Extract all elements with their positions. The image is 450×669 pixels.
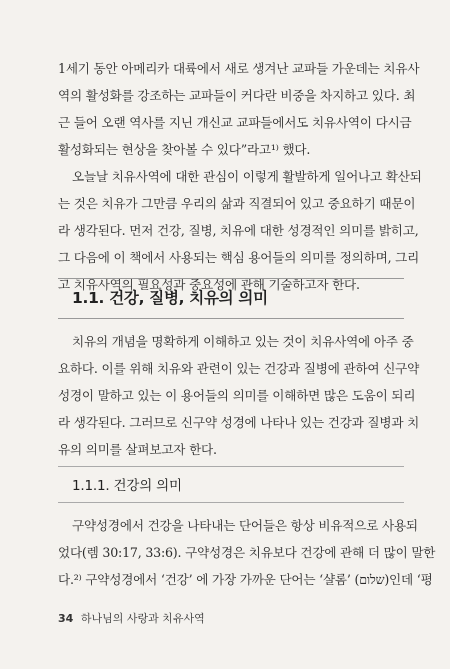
- text-line: 구약성경에서 건강을 나타내는 단어들은 항상 비유적으로 사용되: [72, 518, 418, 533]
- text-line: 치유의 개념을 명확하게 이해하고 있는 것이 치유사역에 아주 중: [72, 334, 414, 349]
- subsection-heading-top-rule: [58, 466, 404, 467]
- section-heading-top-rule: [58, 278, 404, 279]
- text-line: 성경이 말하고 있는 이 용어들의 의미를 이해하면 많은 도움이 되리: [58, 388, 416, 403]
- text-line: 오늘날 치유사역에 대한 관심이 이렇게 활발하게 일어나고 확산되: [72, 169, 422, 184]
- text-line: 1세기 동안 아메리카 대륙에서 새로 생겨난 교파들 가운데는 치유사: [58, 61, 420, 76]
- text-line: 역의 활성화를 강조하는 교파들이 커다란 비중을 차지하고 있다. 최: [58, 88, 416, 103]
- text-line: 라 생각된다. 먼저 건강, 질병, 치유에 대한 성경적인 의미를 밝히고,: [58, 223, 419, 238]
- text-line: 요하다. 이를 위해 치유와 관련이 있는 건강과 질병에 관하여 신구약: [58, 361, 420, 376]
- text-line: 그 다음에 이 책에서 사용되는 핵심 용어들의 의미를 정의하며, 그리: [58, 250, 420, 265]
- section-heading-bottom-rule: [58, 318, 404, 319]
- running-title: 하나님의 사랑과 치유사역: [80, 612, 205, 625]
- text-line: 는 것은 치유가 그만큼 우리의 삶과 직결되어 있고 중요하기 때문이: [58, 196, 416, 211]
- paragraph-continuation: [58, 55, 420, 163]
- page-number: 34: [58, 612, 74, 625]
- paragraph-subsection-body: [58, 512, 436, 593]
- text-line: 활성화되는 현상을 찾아볼 수 있다”라고¹⁾ 했다.: [58, 142, 311, 157]
- paragraph-section-body: [58, 328, 420, 463]
- text-line: 라 생각된다. 그러므로 신구약 성경에 나타나 있는 건강과 질병과 치: [58, 415, 420, 430]
- section-heading: 1.1. 건강, 질병, 치유의 의미: [72, 289, 268, 307]
- text-line: 었다(렘 30:17, 33:6). 구약성경은 치유보다 건강에 관해 더 많이 말한: [58, 545, 436, 560]
- text-line: 유의 의미를 살펴보고자 한다.: [58, 442, 217, 457]
- text-line: 근 들어 오랜 역사를 지닌 개신교 교파들에서도 치유사역이 다시금: [58, 115, 412, 130]
- text-line: 다.²⁾ 구약성경에서 ‘건강’ 에 가장 가까운 단어는 ‘샬롬’ (שלום)인데 ‘평: [58, 572, 433, 587]
- text-line: 고 치유사역의 필요성과 중요성에 관해 기술하고자 한다.: [58, 277, 360, 292]
- subsection-heading: 1.1.1. 건강의 의미: [72, 478, 182, 494]
- subsection-heading-bottom-rule: [58, 502, 404, 503]
- page-footer: [58, 610, 205, 626]
